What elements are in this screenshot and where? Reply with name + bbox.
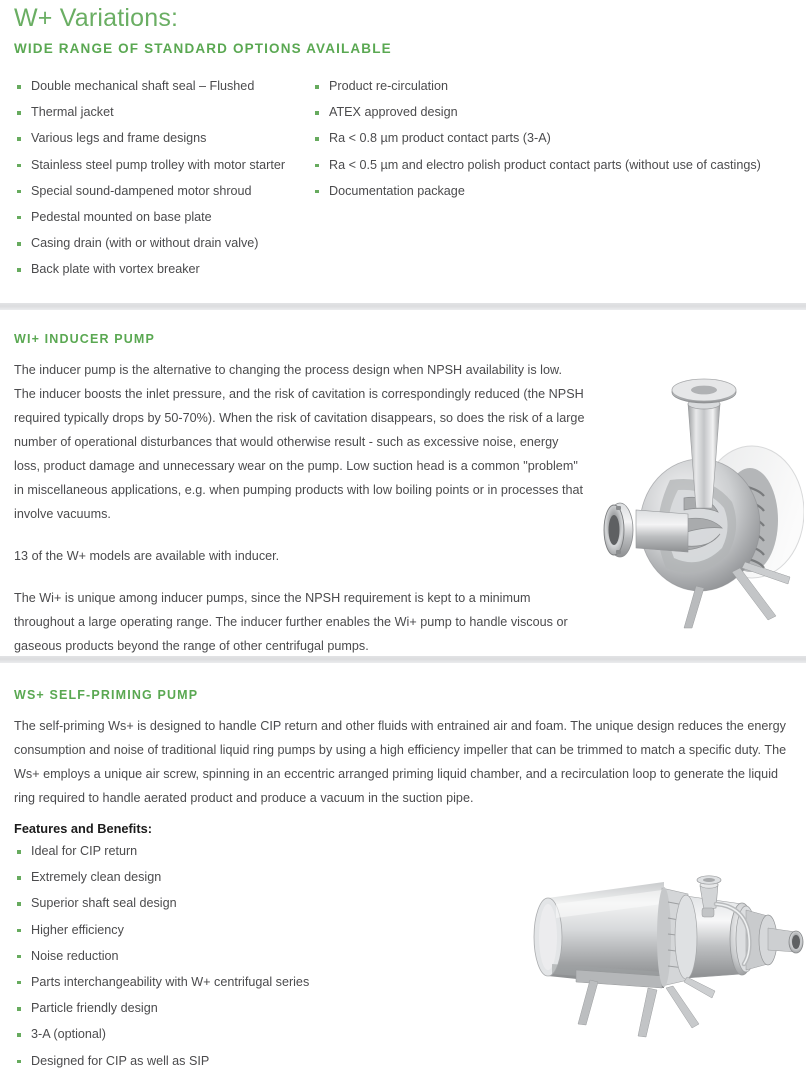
selfpriming-paragraph-1: The self-priming Ws+ is designed to handle CIP return and other fluids with entrained air and foam. The unique design reduces the energy consumption and noise of traditional liquid ring pumps by using a high efficiency impeller that can be trimmed to match a specific duty. The Ws+ employs a unique air screw, spinning in an eccentric arranged priming liquid chamber, and a recirculation loop to generate the liquid ring required to handle aerated product and produce a vacuum in the suction pipe. [14, 719, 787, 805]
section-divider [0, 656, 806, 663]
options-list-right [312, 80, 806, 211]
options-list-left [14, 80, 314, 290]
features-title: Features and Benefits: [14, 821, 152, 836]
inducer-paragraph-3: The Wi+ is unique among inducer pumps, since the NPSH requirement is kept to a minimum throughout a large operating range. The inducer further enables the Wi+ pump to handle viscous or gaseous products beyond the range of other centrifugal pumps. [14, 591, 568, 653]
list-item: Pedestal mounted on base plate [14, 211, 314, 225]
list-item: Stainless steel pump trolley with motor starter [14, 159, 314, 173]
list-item: Designed for CIP as well as SIP [14, 1055, 434, 1069]
list-item: Special sound-dampened motor shroud [14, 185, 314, 199]
list-item: Back plate with vortex breaker [14, 263, 314, 277]
list-item: Parts interchangeability with W+ centrifugal series [14, 976, 434, 990]
inducer-paragraph-2: 13 of the W+ models are available with inducer. [14, 549, 280, 563]
list-item: ATEX approved design [312, 106, 806, 120]
self-priming-pump-image [516, 852, 806, 1042]
list-item: Particle friendly design [14, 1002, 434, 1016]
list-item: Product re-circulation [312, 80, 806, 94]
list-item: Extremely clean design [14, 871, 434, 885]
list-item: Noise reduction [14, 950, 434, 964]
list-item: Higher efficiency [14, 924, 434, 938]
inducer-text-column [14, 358, 586, 658]
page-subtitle: WIDE RANGE OF STANDARD OPTIONS AVAILABLE [14, 41, 392, 56]
list-item: 3-A (optional) [14, 1028, 434, 1042]
self-priming-pump-section [14, 688, 796, 810]
page-title: W+ Variations: [14, 4, 179, 32]
list-item: Ra < 0.8 µm product contact parts (3-A) [312, 132, 806, 146]
selfpriming-section-heading: WS+ SELF-PRIMING PUMP [14, 688, 199, 702]
list-item: Double mechanical shaft seal – Flushed [14, 80, 314, 94]
list-item: Casing drain (with or without drain valve) [14, 237, 314, 251]
list-item: Thermal jacket [14, 106, 314, 120]
list-item: Ra < 0.5 µm and electro polish product contact parts (without use of castings) [312, 159, 806, 173]
list-item: Various legs and frame designs [14, 132, 314, 146]
inducer-paragraph-1: The inducer pump is the alternative to changing the process design when NPSH availability is low. The inducer boosts the inlet pressure, and the risk of cavitation is correspondingly reduced (the NPSH required typically drops by 50-70%). When the risk of cavitation disappears, so does the risk of a large number of operational disturbances that would otherwise result - such as excessive noise, energy loss, product damage and unnecessary wear on the pump. Low suction head is a common "problem" in miscellaneous applications, e.g. when pumping products with low boiling points or in processes that involve vacuums. [14, 363, 585, 521]
list-item: Ideal for CIP return [14, 845, 434, 859]
list-item: Superior shaft seal design [14, 897, 434, 911]
list-item: Documentation package [312, 185, 806, 199]
inducer-section-heading: WI+ INDUCER PUMP [14, 332, 155, 346]
section-divider [0, 303, 806, 310]
inducer-pump-image [592, 362, 804, 630]
features-list [14, 845, 434, 1080]
